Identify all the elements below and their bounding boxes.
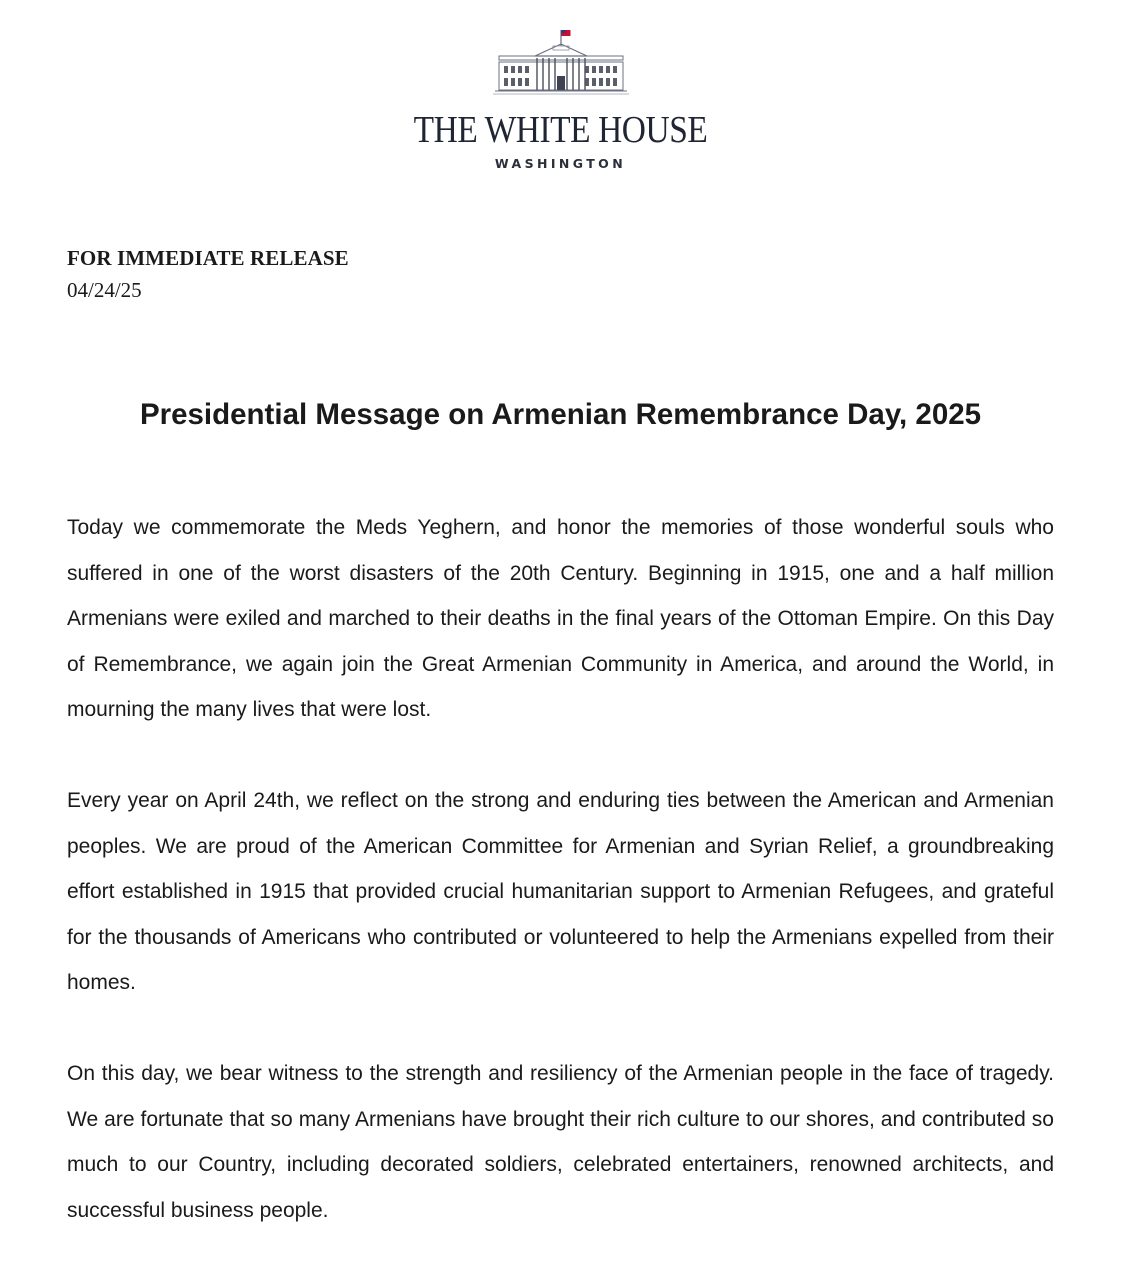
body-paragraph: Today we commemorate the Meds Yeghern, and honor the memories of those wonderful souls who suffered in one of the worst disasters of the 20th Century. Beginning in 1915, one and a half million Armenians were exiled and marched to their deaths in the final years of the Ottoman Empire. On this Day of Remembrance, we again join the Great Armenian Community in America, and around the World, in mourning the many lives that were lost.: [67, 516, 1054, 721]
document-body: [67, 505, 1054, 1279]
organization-name: THE WHITE HOUSE: [413, 109, 708, 151]
release-label: FOR IMMEDIATE RELEASE: [67, 246, 349, 270]
organization-city: WASHINGTON: [494, 156, 627, 171]
release-info: [67, 246, 349, 303]
body-paragraph: Every year on April 24th, we reflect on the strong and enduring ties between the American and Armenian peoples. We are proud of the American Committee for Armenian and Syrian Relief, a groundbreaking effort established in 1915 that provided crucial humanitarian support to Armenian Refugees, and grateful for the thousands of Americans who contributed or volunteered to help the Armenians expelled from their homes.: [67, 789, 1054, 994]
release-date: 04/24/25: [67, 278, 142, 302]
white-house-building-icon: [491, 28, 631, 96]
body-paragraph: On this day, we bear witness to the strength and resiliency of the Armenian people in the face of tragedy. We are fortunate that so many Armenians have brought their rich culture to our shores, and contributed so much to our Country, including decorated soldiers, celebrated entertainers, renowned architects, and successful business people.: [67, 1062, 1054, 1222]
document-title: Presidential Message on Armenian Remembrance Day, 2025: [139, 398, 982, 431]
letterhead: [0, 28, 1121, 171]
